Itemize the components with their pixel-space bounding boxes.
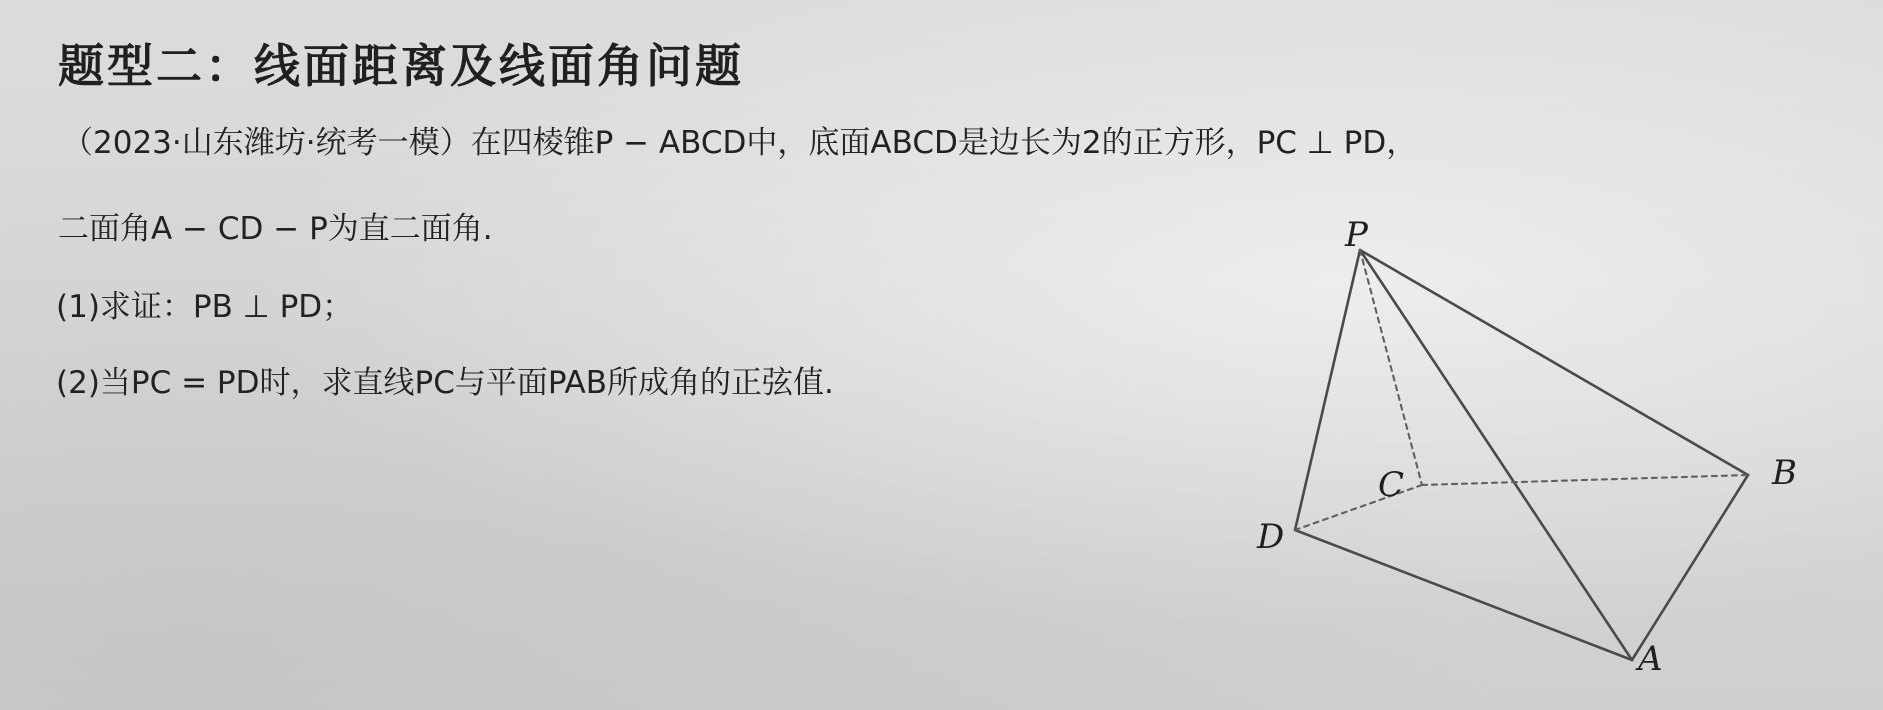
edge-pa — [1360, 250, 1632, 660]
edge-pc — [1360, 250, 1422, 485]
pyramid-diagram — [1200, 215, 1820, 700]
edge-pb — [1360, 250, 1748, 475]
vertex-label-p: P — [1345, 215, 1368, 255]
pyramid-figure — [1200, 215, 1820, 700]
edge-cb — [1422, 475, 1748, 485]
edge-pd — [1295, 250, 1360, 530]
problem-intro-line-2: 二面角A − CD − P为直二面角. — [58, 211, 493, 247]
problem-part-2: (2)当PC = PD时，求直线PC与平面PAB所成角的正弦值. — [56, 365, 834, 401]
edge-ab — [1632, 475, 1748, 660]
section-title: 题型二：线面距离及线面角问题 — [58, 39, 744, 93]
vertex-label-b: B — [1772, 453, 1797, 493]
vertex-label-c: C — [1378, 465, 1405, 505]
vertex-label-d: D — [1257, 517, 1285, 557]
problem-intro-line-1: （2023·山东潍坊·统考一模）在四棱锥P − ABCD中，底面ABCD是边长为2的正方形，PC ⊥ PD， — [62, 125, 1418, 161]
vertex-label-a: A — [1638, 639, 1663, 679]
edge-da — [1295, 530, 1632, 660]
problem-part-1: (1)求证：PB ⊥ PD； — [56, 289, 354, 325]
